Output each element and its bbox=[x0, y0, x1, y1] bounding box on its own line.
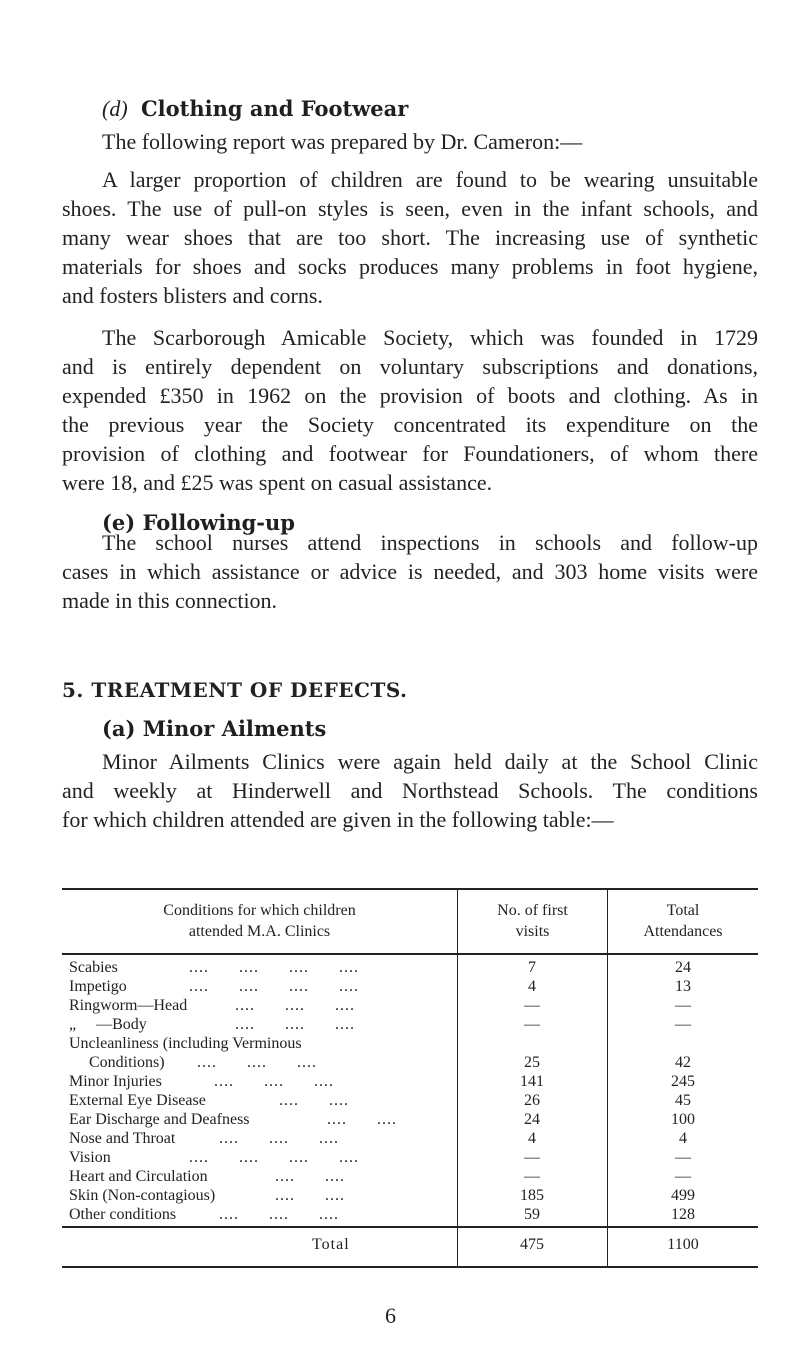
section-d-paragraph-1-line: A larger proportion of children are found to be wearing unsuitable bbox=[102, 167, 758, 192]
total-attendances-cell: — bbox=[675, 997, 691, 1014]
page-number: 6 bbox=[385, 1303, 396, 1328]
section-d-paragraph-2-line: were 18, and £25 was spent on casual assistance. bbox=[62, 470, 493, 495]
first-visits-cell: 4 bbox=[528, 978, 536, 995]
total-attendances: 1100 bbox=[667, 1236, 699, 1253]
condition-label: Vision bbox=[69, 1149, 111, 1166]
first-visits-cell: 7 bbox=[528, 959, 536, 976]
total-attendances-cell: 24 bbox=[675, 959, 691, 976]
header-total-attendances bbox=[608, 900, 758, 942]
total-attendances-cell: 499 bbox=[671, 1187, 695, 1204]
section-d-paragraph-1-line: and fosters blisters and corns. bbox=[62, 283, 323, 308]
total-attendances-cell: — bbox=[675, 1016, 691, 1033]
condition-label: Nose and Throat bbox=[69, 1130, 176, 1147]
total-attendances-cell: 128 bbox=[671, 1206, 695, 1223]
leader-dots: .... .... .... .... bbox=[189, 1149, 359, 1166]
leader-dots: .... .... .... .... bbox=[189, 978, 359, 995]
section-d-paragraph-1-line: shoes. The use of pull-on styles is seen, even in the infant schools, and bbox=[62, 196, 758, 221]
total-attendances-cell: 245 bbox=[671, 1073, 695, 1090]
section-e-heading: (e) Following-up bbox=[102, 510, 295, 535]
section-5a-heading: (a) Minor Ailments bbox=[102, 716, 327, 741]
header-total-line-1: Total bbox=[666, 902, 700, 919]
condition-cell bbox=[69, 1034, 457, 1054]
condition-cell bbox=[69, 1091, 457, 1111]
table-top-rule bbox=[62, 888, 758, 890]
section-d-paragraph-1-line: materials for shoes and socks produces many problems in foot hygiene, bbox=[62, 254, 758, 279]
table-row bbox=[62, 1110, 758, 1130]
total-label: Total bbox=[312, 1236, 350, 1253]
header-first-visits bbox=[458, 900, 607, 942]
table-row bbox=[62, 1148, 758, 1168]
condition-label: Conditions) bbox=[69, 1054, 165, 1071]
total-first-visits: 475 bbox=[520, 1236, 544, 1253]
section-d-paragraph-1 bbox=[62, 165, 758, 310]
first-visits-cell: 26 bbox=[524, 1092, 540, 1109]
leader-dots: .... .... bbox=[275, 1168, 345, 1185]
leader-dots: .... .... bbox=[275, 1187, 345, 1204]
leader-dots: .... .... .... bbox=[235, 1016, 355, 1033]
first-visits-cell: 59 bbox=[524, 1206, 540, 1223]
section-d-heading bbox=[102, 96, 408, 122]
section-d-marker: (d) bbox=[102, 96, 128, 121]
section-e-paragraph-line: cases in which assistance or advice is needed, and 303 home visits were bbox=[62, 559, 758, 584]
header-first-visits-line-1: No. of first bbox=[497, 902, 568, 919]
table-header-rule bbox=[62, 953, 758, 955]
table-row bbox=[62, 1167, 758, 1187]
first-visits-cell: 141 bbox=[520, 1073, 544, 1090]
leader-dots: .... .... bbox=[327, 1111, 397, 1128]
section-d-paragraph-2-line: provision of clothing and footwear for Foundationers, of whom there bbox=[62, 441, 758, 466]
section-d-paragraph-2-line: The Scarborough Amicable Society, which was founded in 1729 bbox=[102, 325, 758, 350]
condition-label: Skin (Non-contagious) bbox=[69, 1187, 216, 1204]
condition-label: Ear Discharge and Deafness bbox=[69, 1111, 250, 1128]
total-attendances-cell: 42 bbox=[675, 1054, 691, 1071]
total-attendances-cell: — bbox=[675, 1149, 691, 1166]
header-conditions-line-2: attended M.A. Clinics bbox=[188, 923, 331, 940]
condition-cell bbox=[69, 1053, 457, 1073]
first-visits-cell: — bbox=[524, 1016, 540, 1033]
leader-dots: .... .... .... bbox=[197, 1054, 317, 1071]
leader-dots: .... .... .... bbox=[235, 997, 355, 1014]
condition-cell bbox=[69, 977, 457, 997]
section-d-title: Clothing and Footwear bbox=[140, 96, 409, 121]
section-d-paragraph-2 bbox=[62, 323, 758, 497]
first-visits-cell: 4 bbox=[528, 1130, 536, 1147]
first-visits-cell: — bbox=[524, 1168, 540, 1185]
header-first-visits-line-2: visits bbox=[515, 923, 550, 940]
condition-cell bbox=[69, 1072, 457, 1092]
condition-label: External Eye Disease bbox=[69, 1092, 206, 1109]
section-e-paragraph bbox=[62, 528, 758, 615]
total-attendances-cell: 45 bbox=[675, 1092, 691, 1109]
first-visits-cell: — bbox=[524, 1149, 540, 1166]
table-bottom-rule bbox=[62, 1266, 758, 1268]
table-row bbox=[62, 1015, 758, 1035]
first-visits-cell: — bbox=[524, 997, 540, 1014]
total-attendances-cell: 13 bbox=[675, 978, 691, 995]
condition-cell bbox=[69, 1110, 457, 1130]
header-total-line-2: Attendances bbox=[643, 923, 723, 940]
leader-dots: .... .... .... bbox=[214, 1073, 334, 1090]
section-e-paragraph-line: The school nurses attend inspections in schools and follow-up bbox=[102, 530, 758, 555]
first-visits-cell: 25 bbox=[524, 1054, 540, 1071]
section-d-paragraph-2-line: and is entirely dependent on voluntary subscriptions and donations, bbox=[62, 354, 758, 379]
section-d-intro: The following report was prepared by Dr. Cameron:— bbox=[102, 129, 583, 154]
table-row bbox=[62, 1053, 758, 1073]
total-attendances-cell: 100 bbox=[671, 1111, 695, 1128]
table-row bbox=[62, 1186, 758, 1206]
leader-dots: .... .... .... bbox=[219, 1130, 339, 1147]
section-d-paragraph-2-line: the previous year the Society concentrated its expenditure on the bbox=[62, 412, 758, 437]
section-d-paragraph-1-line: many wear shoes that are too short. The increasing use of synthetic bbox=[62, 225, 758, 250]
condition-cell bbox=[69, 1205, 457, 1225]
table-total-rule bbox=[62, 1226, 758, 1228]
header-conditions bbox=[62, 900, 457, 942]
section-5a-paragraph bbox=[62, 747, 758, 834]
condition-label: Uncleanliness (including Verminous bbox=[69, 1035, 302, 1052]
condition-label: Ringworm—Head bbox=[69, 997, 188, 1014]
table-row bbox=[62, 1091, 758, 1111]
condition-cell bbox=[69, 1186, 457, 1206]
table-row bbox=[62, 977, 758, 997]
table-row bbox=[62, 958, 758, 978]
total-attendances-cell: 4 bbox=[679, 1130, 687, 1147]
table-row bbox=[62, 996, 758, 1016]
leader-dots: .... .... .... bbox=[219, 1206, 339, 1223]
condition-label: Impetigo bbox=[69, 978, 127, 995]
minor-ailments-table bbox=[62, 888, 758, 1268]
condition-cell bbox=[69, 1167, 457, 1187]
table-row bbox=[62, 1129, 758, 1149]
condition-label: „ —Body bbox=[69, 1016, 147, 1033]
first-visits-cell: 24 bbox=[524, 1111, 540, 1128]
condition-cell bbox=[69, 1148, 457, 1168]
section-5a-paragraph-line: for which children attended are given in the following table:— bbox=[62, 807, 614, 832]
condition-label: Minor Injuries bbox=[69, 1073, 162, 1090]
leader-dots: .... .... bbox=[279, 1092, 349, 1109]
section-5-heading: 5. TREATMENT OF DEFECTS. bbox=[62, 678, 408, 702]
table-row bbox=[62, 1205, 758, 1225]
leader-dots: .... .... .... .... bbox=[189, 959, 359, 976]
condition-cell bbox=[69, 958, 457, 978]
table-row bbox=[62, 1072, 758, 1092]
header-conditions-line-1: Conditions for which children bbox=[163, 902, 356, 919]
condition-label: Scabies bbox=[69, 959, 118, 976]
condition-cell bbox=[69, 1129, 457, 1149]
condition-cell bbox=[69, 996, 457, 1016]
condition-label: Other conditions bbox=[69, 1206, 177, 1223]
section-e-paragraph-line: made in this connection. bbox=[62, 588, 278, 613]
section-5a-paragraph-line: and weekly at Hinderwell and Northstead Schools. The conditions bbox=[62, 778, 758, 803]
first-visits-cell: 185 bbox=[520, 1187, 544, 1204]
condition-label: Heart and Circulation bbox=[69, 1168, 208, 1185]
section-d-paragraph-2-line: expended £350 in 1962 on the provision of boots and clothing. As in bbox=[62, 383, 758, 408]
table-row bbox=[62, 1034, 758, 1054]
condition-cell bbox=[69, 1015, 457, 1035]
total-attendances-cell: — bbox=[675, 1168, 691, 1185]
section-5a-paragraph-line: Minor Ailments Clinics were again held daily at the School Clinic bbox=[102, 749, 758, 774]
